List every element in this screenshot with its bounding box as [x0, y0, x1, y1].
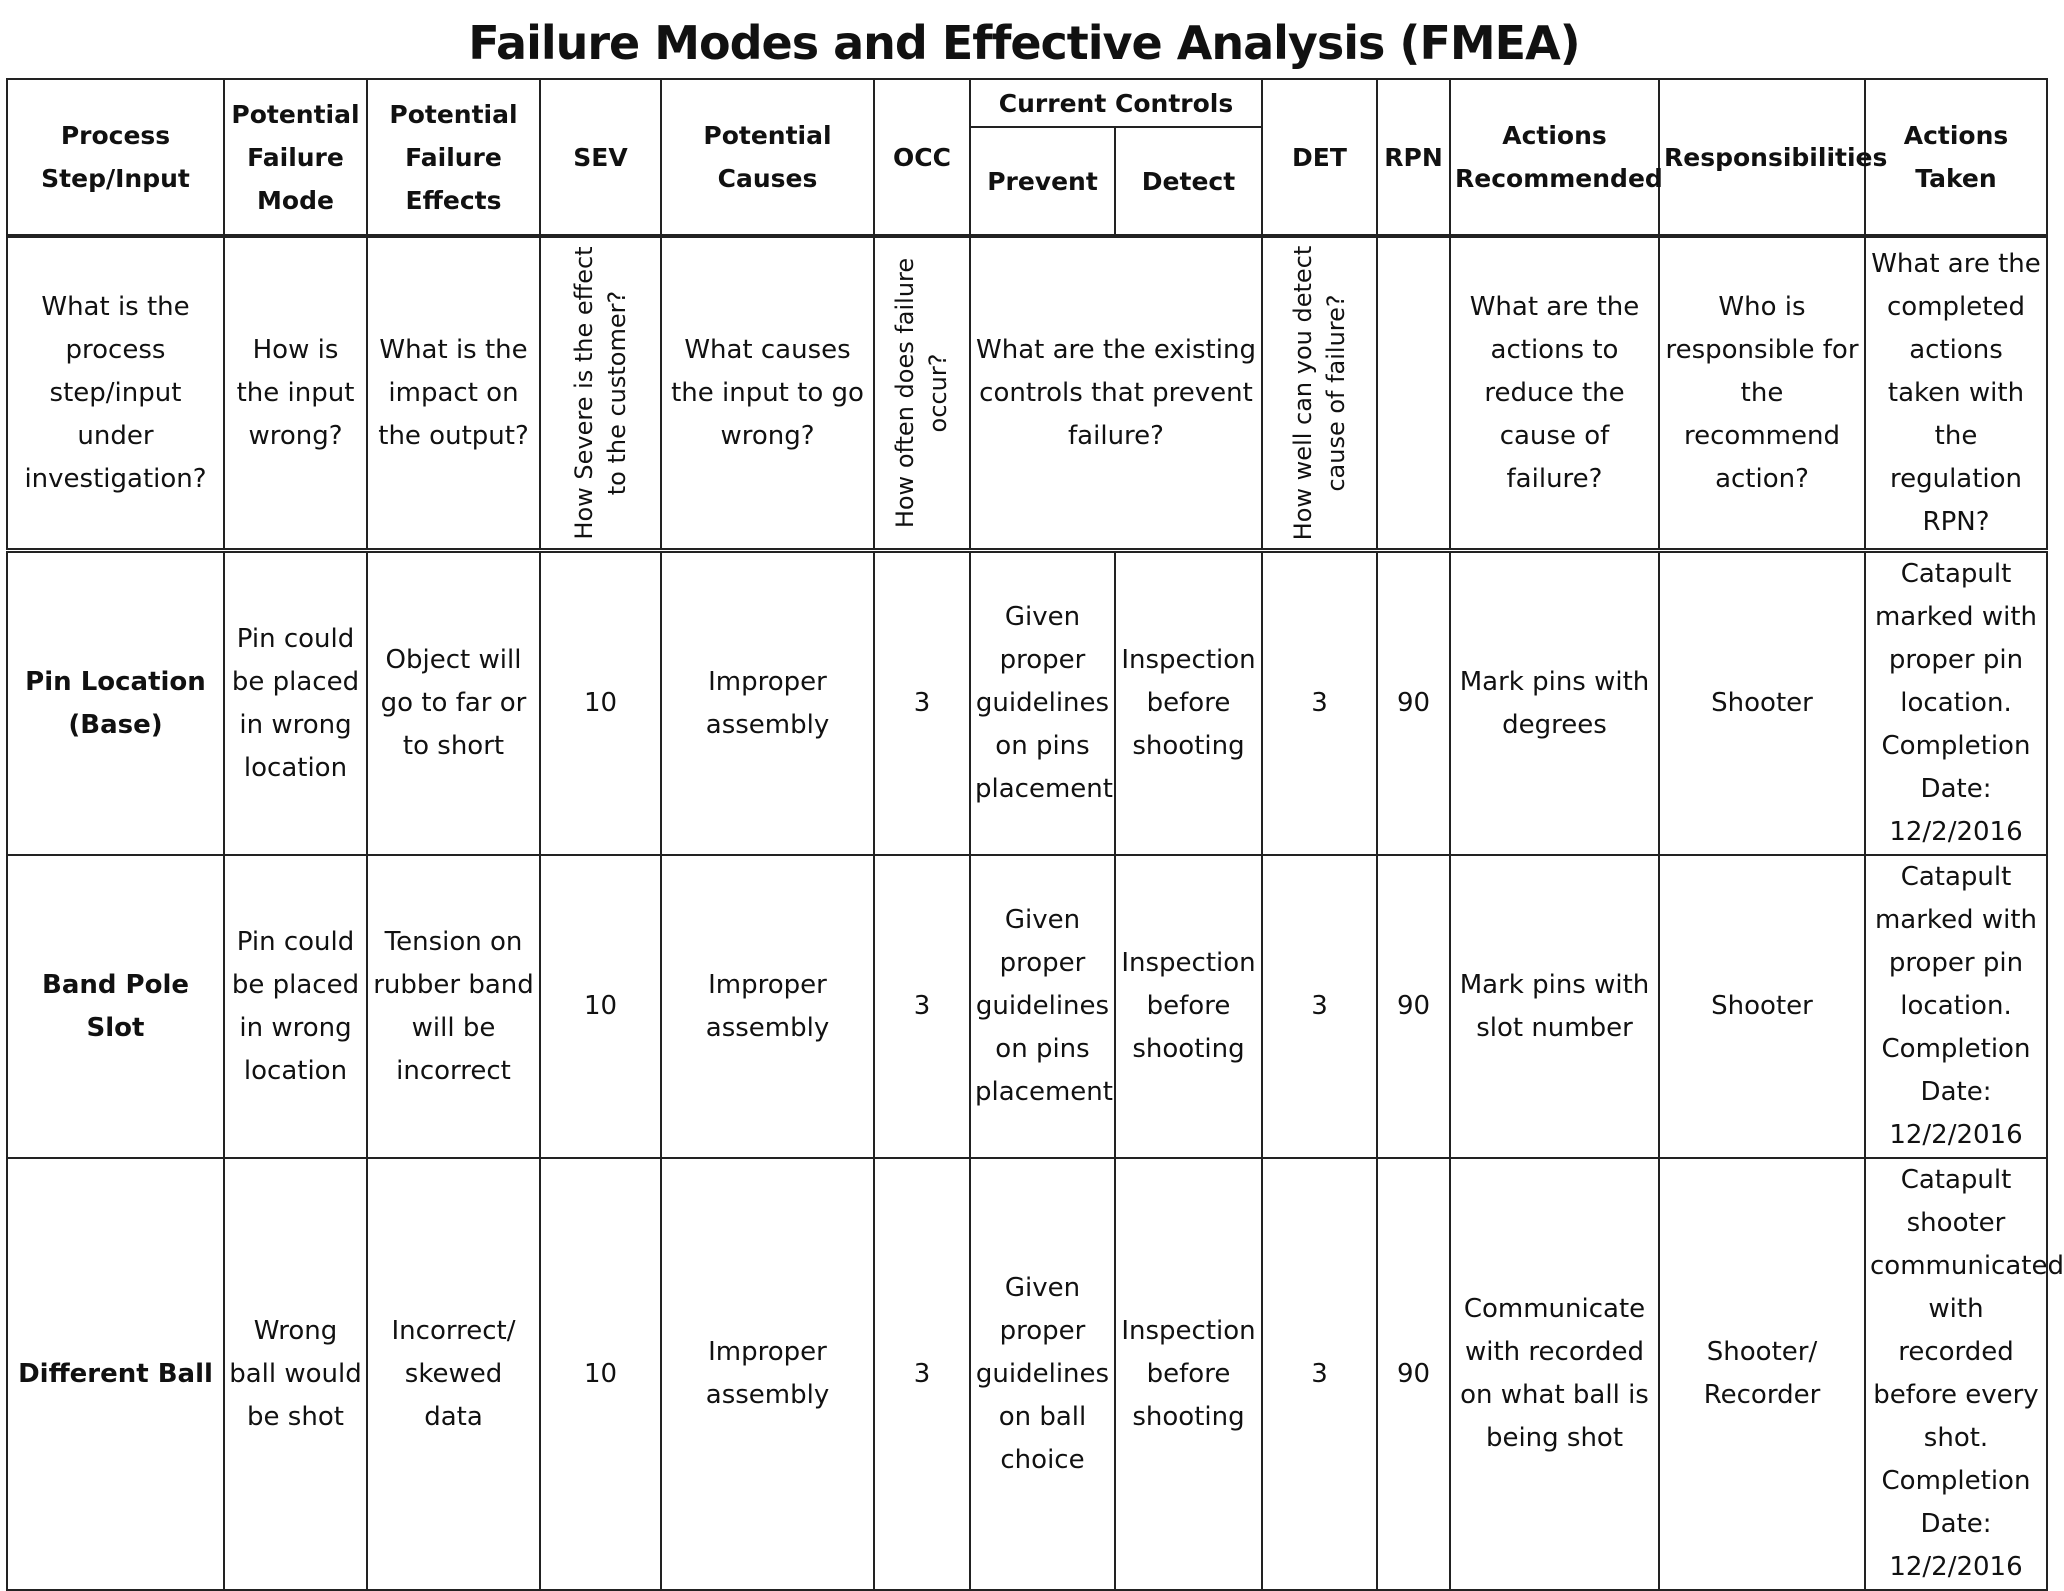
row-failure-mode: Wrong ball would be shot: [224, 1158, 367, 1590]
row-failure-mode: Pin could be placed in wrong location: [224, 855, 367, 1158]
question-causes: What causes the input to go wrong?: [661, 236, 874, 551]
header-det: DET: [1262, 79, 1377, 236]
question-sev-cell: [540, 236, 661, 551]
row-process-step: Different Ball: [7, 1158, 224, 1590]
header-sev: SEV: [540, 79, 661, 236]
row-causes: Improper assembly: [661, 855, 874, 1158]
row-failure-effects: Incorrect/ skewed data: [367, 1158, 540, 1590]
row-actions-taken: Catapult marked with proper pin location. Completion Date: 12/2/2016: [1865, 551, 2047, 856]
header-current-controls: Current Controls: [970, 79, 1262, 127]
header-failure-effects: Potential Failure Effects: [367, 79, 540, 236]
row-actions-recommended: Communicate with recorded on what ball is being shot: [1450, 1158, 1659, 1590]
row-responsibilities: Shooter/ Recorder: [1659, 1158, 1865, 1590]
row-failure-effects: Object will go to far or to short: [367, 551, 540, 856]
question-actions-recommended: What are the actions to reduce the cause of failure?: [1450, 236, 1659, 551]
question-responsibilities: Who is responsible for the recommend action?: [1659, 236, 1865, 551]
row-causes: Improper assembly: [661, 551, 874, 856]
header-failure-mode: Potential Failure Mode: [224, 79, 367, 236]
row-detect: Inspection before shooting: [1115, 551, 1262, 856]
fmea-table: [6, 78, 2064, 1591]
row-actions-taken: Catapult marked with proper pin location. Completion Date: 12/2/2016: [1865, 855, 2047, 1158]
row-prevent: Given proper guidelines on ball choice: [970, 1158, 1115, 1590]
header-actions-recommended: Actions Recommended: [1450, 79, 1659, 236]
question-occ-cell: [874, 236, 970, 551]
row-causes: Improper assembly: [661, 1158, 874, 1590]
header-row: [7, 79, 2047, 127]
header-detect: Detect: [1115, 127, 1262, 236]
row-actions-recommended: Mark pins with slot number: [1450, 855, 1659, 1158]
row-process-step: Band Pole Slot: [7, 855, 224, 1158]
question-det-cell: [1262, 236, 1377, 551]
row-det: 3: [1262, 855, 1377, 1158]
row-responsibilities: Shooter: [1659, 551, 1865, 856]
row-rpn: 90: [1377, 551, 1450, 856]
page-title: Failure Modes and Effective Analysis (FMEA): [468, 16, 1580, 70]
header-actions-taken: Actions Taken: [1865, 79, 2047, 236]
row-sev: 10: [540, 551, 661, 856]
question-process-step: What is the process step/input under investigation?: [7, 236, 224, 551]
row-actions-taken: Catapult shooter communicated with recorded before every shot. Completion Date: 12/2/2016: [1865, 1158, 2047, 1590]
row-occ: 3: [874, 855, 970, 1158]
question-actions-taken: What are the completed actions taken with the regulation RPN?: [1865, 236, 2047, 551]
row-det: 3: [1262, 551, 1377, 856]
row-rpn: 90: [1377, 855, 1450, 1158]
row-detect: Inspection before shooting: [1115, 1158, 1262, 1590]
question-occ: How often does failure occur?: [891, 257, 952, 529]
table-row: [7, 855, 2047, 1158]
row-failure-effects: Tension on rubber band will be incorrect: [367, 855, 540, 1158]
row-responsibilities: Shooter: [1659, 855, 1865, 1158]
header-causes: Potential Causes: [661, 79, 874, 236]
row-detect: Inspection before shooting: [1115, 855, 1262, 1158]
question-det: How well can you detect cause of failure?: [1288, 245, 1350, 541]
header-rpn: RPN: [1377, 79, 1450, 236]
question-failure-effects: What is the impact on the output?: [367, 236, 540, 551]
row-prevent: Given proper guidelines on pins placement: [970, 551, 1115, 856]
row-occ: 3: [874, 551, 970, 856]
question-failure-mode: How is the input wrong?: [224, 236, 367, 551]
row-det: 3: [1262, 1158, 1377, 1590]
table-row: [7, 1158, 2047, 1590]
header-prevent: Prevent: [970, 127, 1115, 236]
table-row: [7, 551, 2047, 856]
row-sev: 10: [540, 1158, 661, 1590]
row-actions-recommended: Mark pins with degrees: [1450, 551, 1659, 856]
header-responsibilities: Responsibilities: [1659, 79, 1865, 236]
row-prevent: Given proper guidelines on pins placement: [970, 855, 1115, 1158]
row-sev: 10: [540, 855, 661, 1158]
question-row: [7, 236, 2047, 551]
row-process-step: Pin Location (Base): [7, 551, 224, 856]
header-occ: OCC: [874, 79, 970, 236]
question-sev: How Severe is the effect to the customer?: [569, 246, 631, 540]
header-process-step: Process Step/Input: [7, 79, 224, 236]
row-occ: 3: [874, 1158, 970, 1590]
question-controls: What are the existing controls that prevent failure?: [970, 236, 1262, 551]
row-rpn: 90: [1377, 1158, 1450, 1590]
question-rpn: [1377, 236, 1450, 551]
row-failure-mode: Pin could be placed in wrong location: [224, 551, 367, 856]
